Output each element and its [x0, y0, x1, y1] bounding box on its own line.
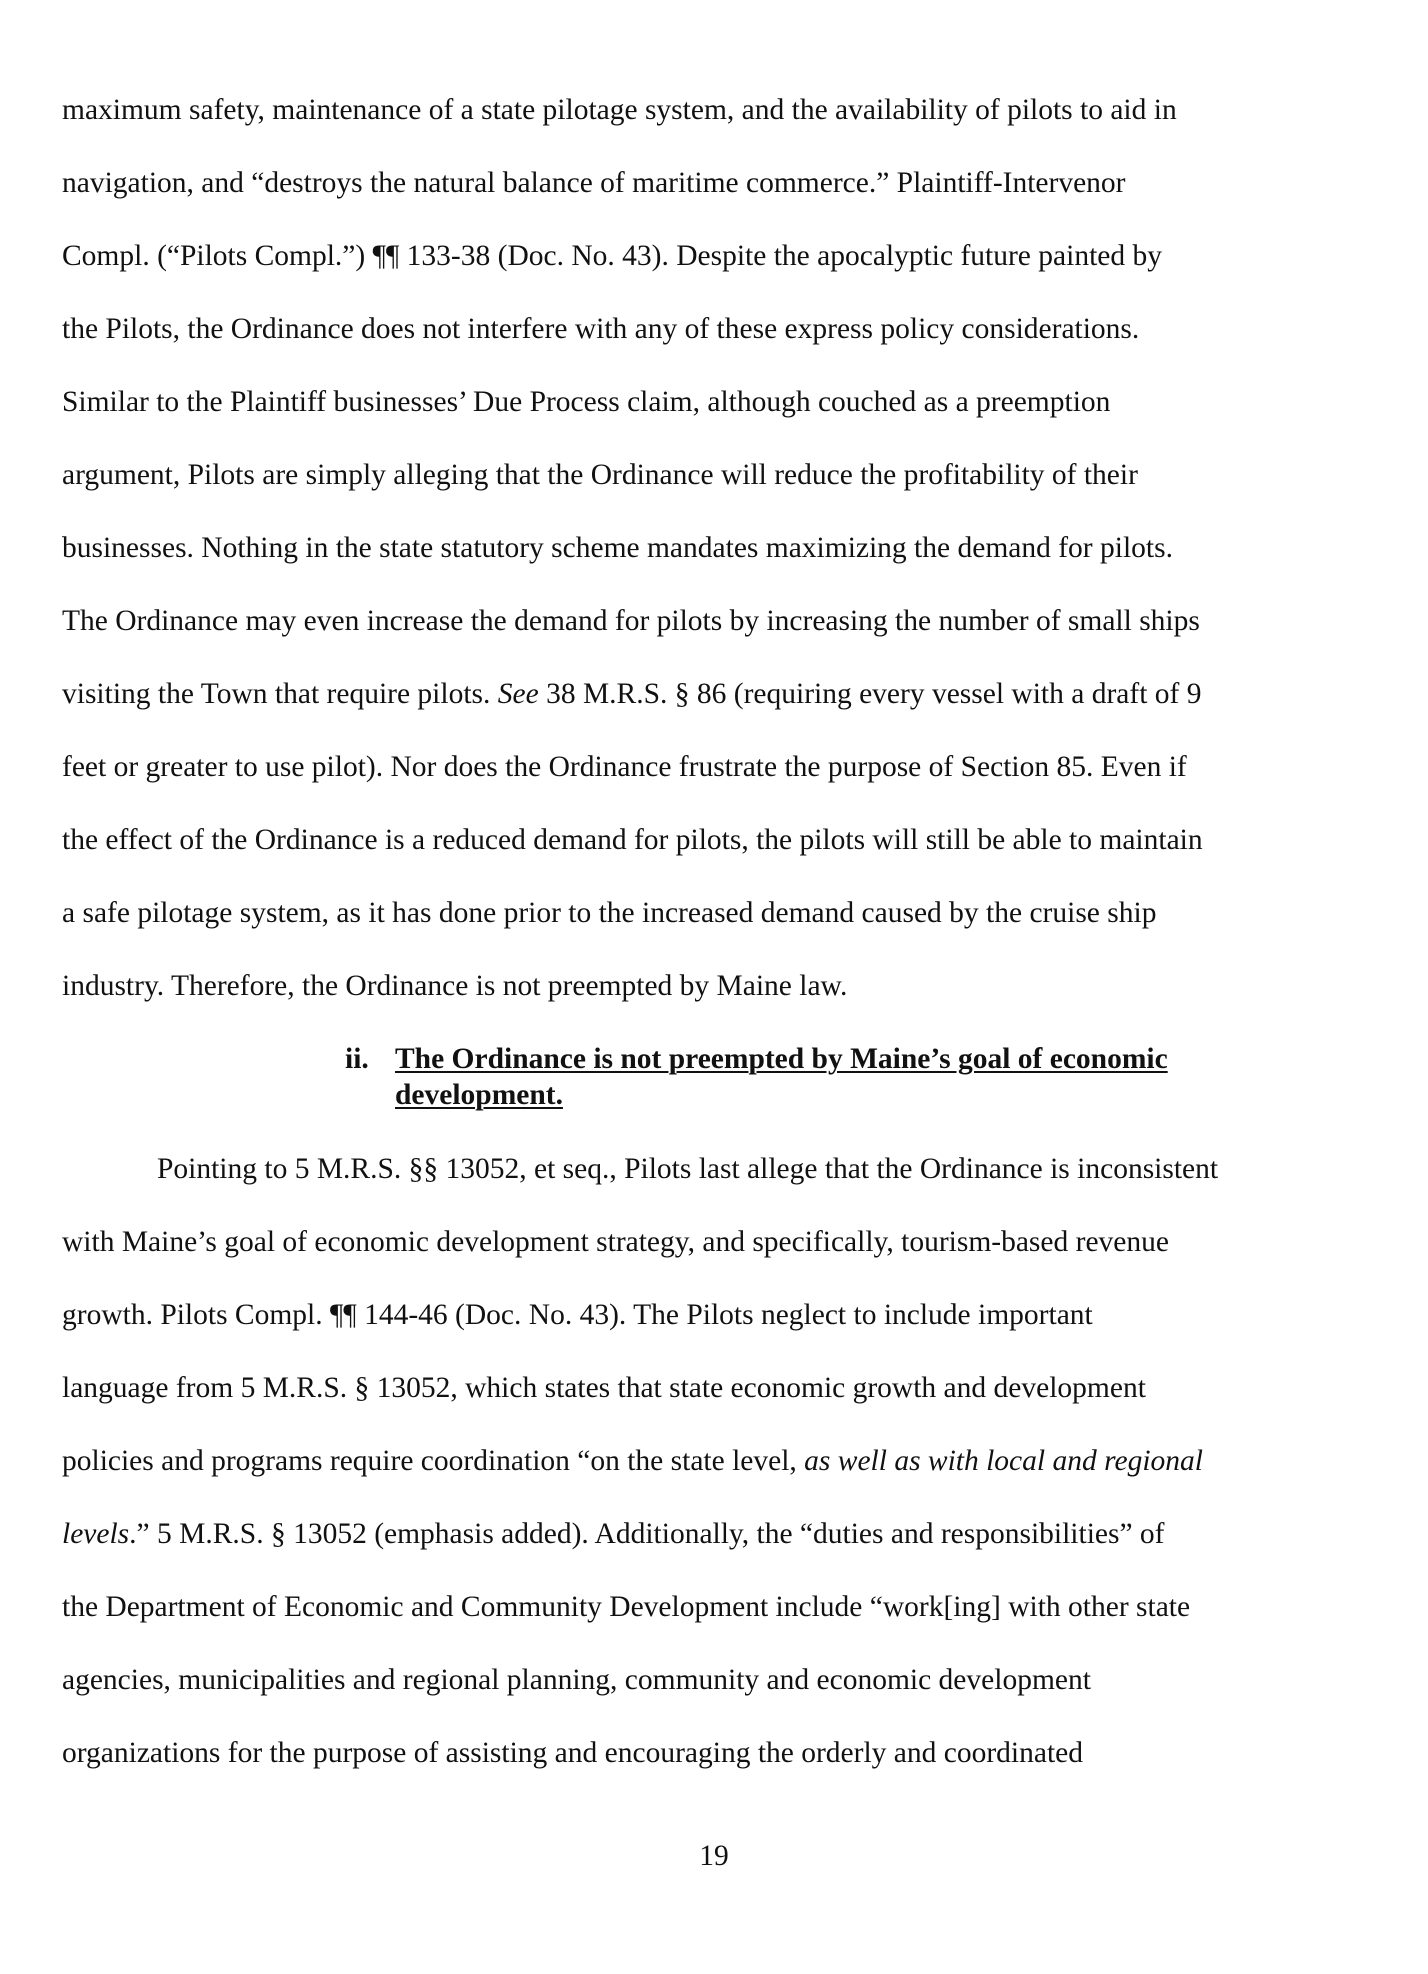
page-number: 19 [699, 1840, 729, 1872]
text-line: with Maine’s goal of economic development strategy, and specifically, tourism-based revenue [62, 1226, 1169, 1258]
text-line [62, 676, 1202, 712]
text-line-indented: Pointing to 5 M.R.S. §§ 13052, et seq., Pilots last allege that the Ordinance is inconsistent [157, 1153, 1219, 1185]
text-line: businesses. Nothing in the state statutory scheme mandates maximizing the demand for pilots. [62, 532, 1173, 564]
heading-title [395, 1041, 1245, 1113]
text-line [62, 1443, 1203, 1479]
text-line: maximum safety, maintenance of a state pilotage system, and the availability of pilots to aid in [62, 94, 1177, 126]
text-line: language from 5 M.R.S. § 13052, which states that state economic growth and development [62, 1372, 1146, 1404]
text-line: growth. Pilots Compl. ¶¶ 144-46 (Doc. No. 43). The Pilots neglect to include important [62, 1299, 1093, 1331]
text-line: a safe pilotage system, as it has done prior to the increased demand caused by the cruise ship [62, 897, 1157, 929]
text-line: navigation, and “destroys the natural balance of maritime commerce.” Plaintiff-Intervenor [62, 167, 1126, 199]
text-run: policies and programs require coordination “on the state level, [62, 1445, 805, 1477]
text-line: Similar to the Plaintiff businesses’ Due Process claim, although couched as a preemption [62, 386, 1111, 418]
italic-emphasis: as well as with local and regional [804, 1445, 1203, 1477]
text-run: .” 5 M.R.S. § 13052 (emphasis added). Additionally, the “duties and responsibilities” of [129, 1518, 1165, 1550]
italic-citation-signal: See [497, 678, 539, 710]
text-run: visiting the Town that require pilots. [62, 678, 498, 710]
text-line: the effect of the Ordinance is a reduced demand for pilots, the pilots will still be able to maintain [62, 824, 1203, 856]
heading-line: development. [395, 1079, 563, 1111]
text-line: The Ordinance may even increase the demand for pilots by increasing the number of small ships [62, 605, 1200, 637]
heading-line: The Ordinance is not preempted by Maine’s goal of economic [395, 1043, 1168, 1075]
text-line: the Pilots, the Ordinance does not interfere with any of these express policy considerations. [62, 313, 1140, 345]
heading-number: ii. [345, 1043, 369, 1075]
text-line: the Department of Economic and Community Development include “work[ing] with other state [62, 1591, 1191, 1623]
text-line [62, 1516, 1165, 1552]
text-run: 38 M.R.S. § 86 (requiring every vessel with a draft of 9 [538, 678, 1202, 710]
text-line: industry. Therefore, the Ordinance is not preempted by Maine law. [62, 970, 848, 1002]
text-line: argument, Pilots are simply alleging that the Ordinance will reduce the profitability of their [62, 459, 1138, 491]
text-line: feet or greater to use pilot). Nor does the Ordinance frustrate the purpose of Section 85. Even if [62, 751, 1187, 783]
italic-emphasis: levels [62, 1518, 130, 1550]
text-line: Compl. (“Pilots Compl.”) ¶¶ 133-38 (Doc. No. 43). Despite the apocalyptic future painted by [62, 240, 1162, 272]
text-line: agencies, municipalities and regional planning, community and economic development [62, 1664, 1091, 1696]
text-line: organizations for the purpose of assisting and encouraging the orderly and coordinated [62, 1737, 1084, 1769]
